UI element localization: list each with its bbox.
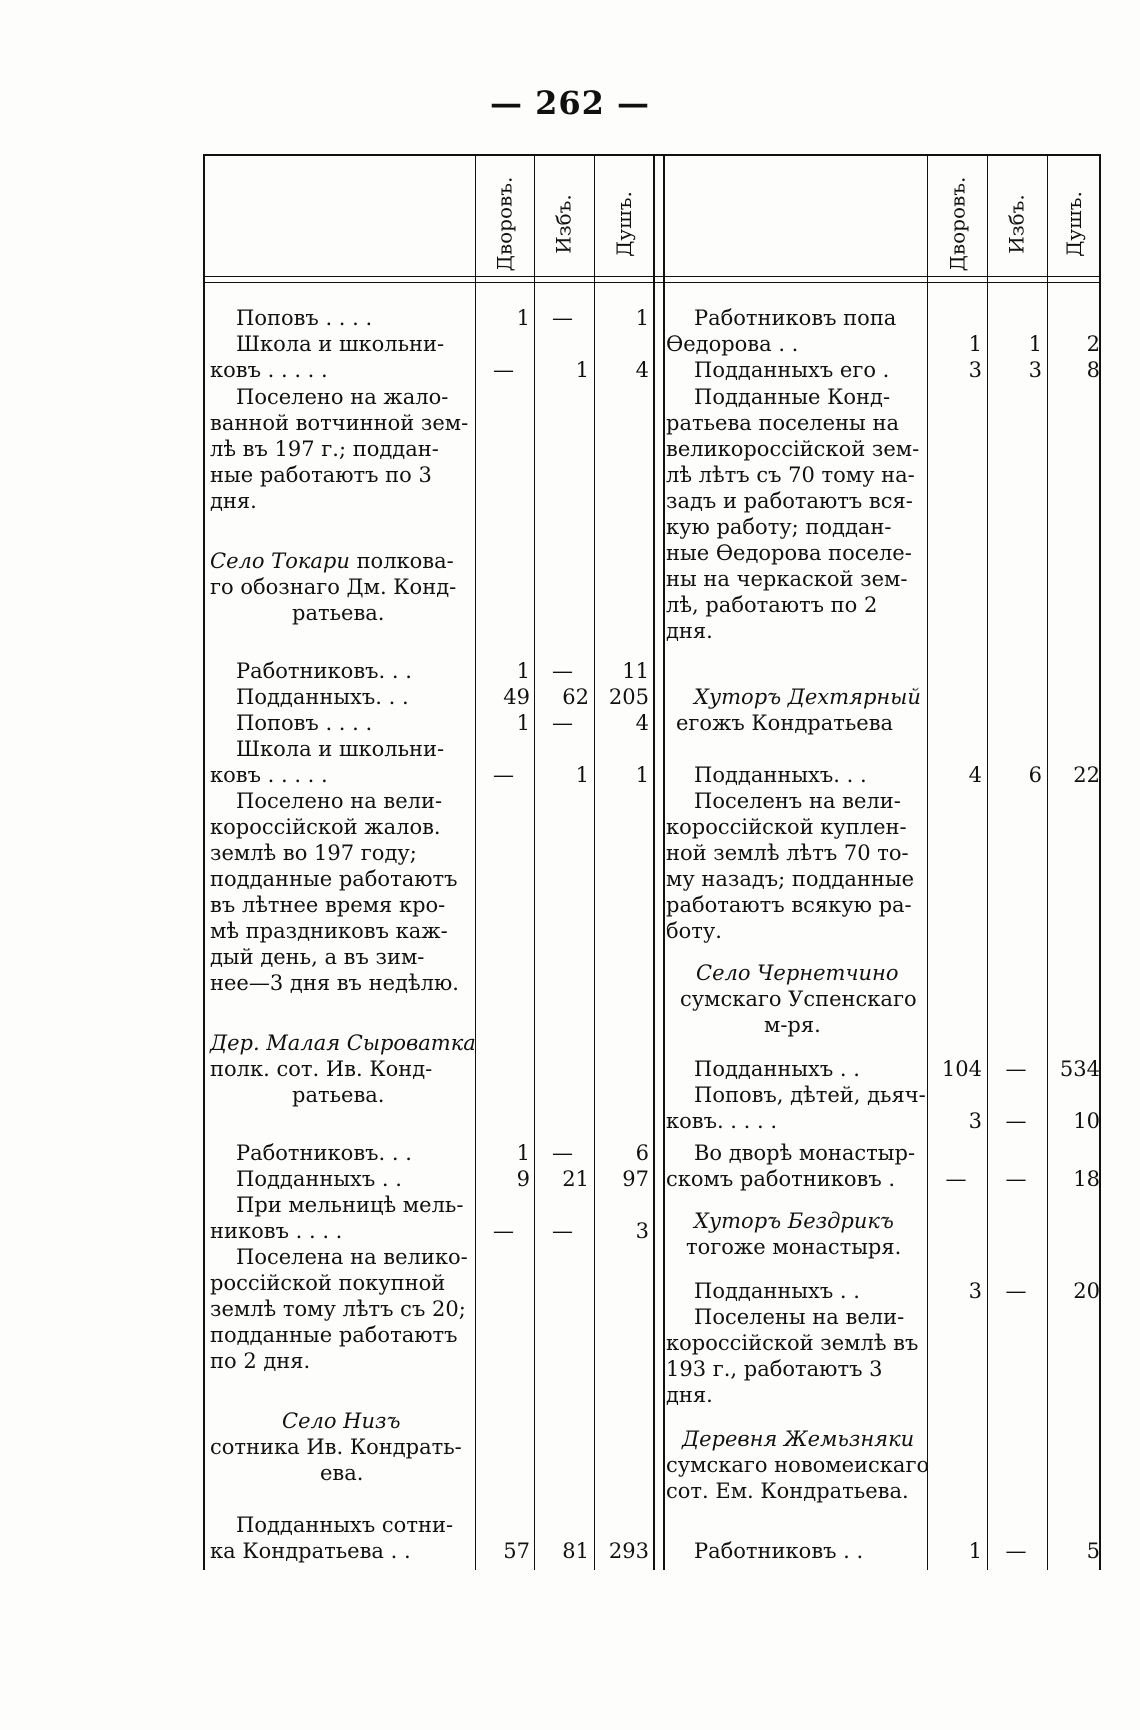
note-line: ной землѣ лѣтъ 70 то-	[666, 841, 909, 865]
cell-yards: 1	[516, 659, 530, 683]
note-line: ны на черкаской зем-	[666, 567, 908, 591]
settlement-heading: сумскаго Успенскаго	[680, 987, 917, 1011]
settlement-heading: Село Низъ	[282, 1409, 401, 1433]
note-line: задъ и работаютъ вся-	[666, 489, 913, 513]
cell-yards: 57	[503, 1539, 530, 1563]
settlement-heading: ратьева.	[292, 601, 385, 625]
cell-souls: 20	[1073, 1279, 1100, 1303]
cell-souls: 8	[1086, 358, 1100, 382]
cell-huts: 1	[575, 763, 589, 787]
cell-souls: 6	[635, 1141, 649, 1165]
note-line: кую работу; поддан-	[666, 515, 892, 539]
settlement-heading: сот. Ем. Кондратьева.	[666, 1479, 909, 1503]
settlement-heading: Хуторъ Бездрикъ	[694, 1209, 894, 1233]
note-line: дня.	[210, 489, 257, 513]
note-line: Подданные Конд-	[694, 385, 891, 409]
header-yards-right: Дворовъ.	[945, 176, 969, 272]
note-line: короссійской землѣ въ	[666, 1331, 919, 1355]
settlement-heading: Деревня Жемьзняки	[682, 1427, 915, 1451]
entry-label: ка Кондратьева . .	[210, 1539, 411, 1563]
note-line: дый день, а въ зим-	[210, 945, 425, 969]
note-line: дня.	[666, 619, 713, 643]
settlement-heading: тогожe монастыря.	[686, 1235, 902, 1259]
cell-yards: 4	[968, 763, 982, 787]
cell-huts: —	[552, 711, 573, 735]
settlement-heading: ратьева.	[292, 1083, 385, 1107]
header-huts-right: Избъ.	[1004, 194, 1029, 254]
note-line: короссійской куплен-	[666, 815, 907, 839]
note-line: короссійской жалов.	[210, 815, 441, 839]
settlement-heading: Дер. Малая Сыроватка	[210, 1031, 476, 1055]
cell-yards: 3	[968, 1109, 982, 1133]
cell-huts: —	[1005, 1167, 1027, 1191]
entry-label: Подданныхъ. . .	[236, 685, 409, 709]
cell-souls: 4	[635, 358, 649, 382]
cell-huts: —	[552, 1219, 573, 1243]
cell-huts: 6	[1028, 763, 1042, 787]
note-line: му назадъ; подданные	[666, 867, 915, 891]
entry-label: Работниковъ . .	[694, 1539, 864, 1563]
cell-souls: 2	[1086, 332, 1100, 356]
note-line: ные работаютъ по 3	[210, 463, 432, 487]
cell-huts: 3	[1028, 358, 1042, 382]
entry-label: ковъ . . . . .	[210, 763, 328, 787]
settlement-heading: егожъ Кондратьева	[676, 711, 894, 735]
settlement-heading: сумскаго новомеискаго	[666, 1453, 930, 1477]
cell-yards: 1	[968, 332, 982, 356]
entry-label: Подданныхъ . .	[236, 1167, 402, 1191]
cell-huts: —	[552, 1141, 573, 1165]
entry-label: ковъ . . . . .	[210, 358, 328, 382]
note-line: боту.	[666, 919, 722, 943]
entry-label: Работниковъ. . .	[236, 659, 412, 683]
page-number: — 262 —	[489, 84, 651, 122]
cell-souls: 1	[635, 306, 649, 330]
cell-yards: —	[493, 763, 514, 787]
cell-huts: 1	[575, 358, 589, 382]
note-line: Поселенъ на вели-	[694, 789, 901, 813]
note-line: работаютъ всякую ра-	[666, 893, 912, 917]
entry-label: Работниковъ попа	[694, 306, 897, 330]
cell-yards: 1	[516, 1141, 530, 1165]
cell-huts: 21	[562, 1167, 589, 1191]
cell-huts: —	[552, 659, 573, 683]
note-line: по 2 дня.	[210, 1349, 311, 1373]
cell-yards: 3	[968, 358, 982, 382]
entry-label: Подданныхъ . .	[694, 1279, 860, 1303]
cell-yards: —	[493, 1219, 514, 1243]
center-double-rule	[653, 156, 665, 1570]
note-line: лѣ, работаютъ по 2	[666, 593, 878, 617]
header-rule	[205, 276, 1099, 277]
entry-label: никовъ . . . .	[210, 1219, 343, 1243]
note-line: лѣ лѣтъ съ 70 тому на-	[666, 463, 915, 487]
note-line: подданные работаютъ	[210, 1323, 458, 1347]
entry-label: Поповъ . . . .	[236, 306, 373, 330]
cell-souls: 5	[1086, 1539, 1100, 1563]
settlement-heading: сотника Ив. Кондрать-	[210, 1435, 462, 1459]
entry-label: Ѳедорова . .	[666, 332, 799, 356]
entry-label: Поповъ . . . .	[236, 711, 373, 735]
cell-souls: 3	[635, 1219, 649, 1243]
cell-yards: 1	[968, 1539, 982, 1563]
header-yards-left: Дворовъ.	[492, 176, 517, 272]
note-line: Поселено на жало-	[236, 385, 449, 409]
entry-label: Школа и школьни-	[236, 737, 445, 761]
cell-souls: 18	[1073, 1167, 1100, 1191]
entry-label: Поповъ, дѣтей, дьяч-	[694, 1083, 926, 1107]
cell-huts: —	[1005, 1279, 1027, 1303]
cell-yards: 49	[503, 685, 530, 709]
entry-label: Подданныхъ его .	[694, 358, 890, 382]
entry-label: Во дворѣ монастыр-	[694, 1141, 916, 1165]
settlement-heading: полк. сот. Ив. Конд-	[210, 1057, 433, 1081]
cell-souls: 293	[608, 1539, 649, 1563]
entry-label: Подданныхъ сотни-	[236, 1513, 454, 1537]
note-line: лѣ въ 197 г.; поддан-	[210, 437, 439, 461]
cell-yards: —	[493, 358, 514, 382]
cell-huts: —	[1005, 1109, 1027, 1133]
note-line: 193 г., работаютъ 3	[666, 1357, 883, 1381]
note-line: ратьева поселены на	[666, 411, 899, 435]
header-souls-right: Душъ.	[1062, 191, 1087, 257]
cell-souls: 534	[1059, 1057, 1100, 1081]
cell-yards: 9	[516, 1167, 530, 1191]
settlement-heading: Село Токари полкова-	[210, 549, 454, 573]
note-line: Поселены на вели-	[694, 1305, 905, 1329]
cell-souls: 1	[635, 763, 649, 787]
entry-label: При мельницѣ мель-	[236, 1193, 464, 1217]
entry-label: Подданныхъ . .	[694, 1057, 860, 1081]
header-huts-left: Избъ.	[551, 194, 576, 254]
entry-label: Работниковъ. . .	[236, 1141, 412, 1165]
settlement-heading: го обознаго Дм. Конд-	[210, 575, 457, 599]
note-line: землѣ тому лѣтъ съ 20;	[210, 1297, 466, 1321]
entry-label: скомъ работниковъ .	[666, 1167, 896, 1191]
settlement-heading: ева.	[320, 1461, 364, 1485]
note-line: мѣ праздниковъ каж-	[210, 919, 448, 943]
cell-souls: 10	[1073, 1109, 1100, 1133]
cell-souls: 4	[635, 711, 649, 735]
note-line: подданные работаютъ	[210, 867, 458, 891]
cell-yards: —	[945, 1167, 967, 1191]
note-line: ванной вотчинной зем-	[210, 411, 469, 435]
note-line: землѣ во 197 году;	[210, 841, 417, 865]
cell-huts: 62	[562, 685, 589, 709]
note-line: великороссійской зем-	[666, 437, 920, 461]
cell-souls: 22	[1073, 763, 1100, 787]
note-line: въ лѣтнее время кро-	[210, 893, 446, 917]
cell-yards: 1	[516, 306, 530, 330]
cell-souls: 11	[622, 659, 649, 683]
cell-souls: 205	[608, 685, 649, 709]
cell-huts: —	[1005, 1539, 1027, 1563]
header-souls-left: Душъ.	[611, 191, 636, 257]
cell-huts: 81	[562, 1539, 589, 1563]
settlement-heading: Село Чернетчино	[696, 961, 899, 985]
note-line: россійской покупной	[210, 1271, 446, 1295]
note-line: ные Ѳедорова поселе-	[666, 541, 912, 565]
cell-yards: 1	[516, 711, 530, 735]
cell-yards: 104	[941, 1057, 982, 1081]
note-line: Поселено на вели-	[236, 789, 443, 813]
entry-label: Подданныхъ. . .	[694, 763, 867, 787]
cell-huts: —	[1005, 1057, 1027, 1081]
settlement-heading: м-ря.	[764, 1013, 821, 1037]
header-rule-double	[205, 282, 1099, 283]
note-line: нее—3 дня въ недѣлю.	[210, 971, 459, 995]
cell-huts: —	[552, 306, 573, 330]
entry-label: ковъ. . . . .	[666, 1109, 778, 1133]
note-line: Поселена на велико-	[236, 1245, 468, 1269]
note-line: дня.	[666, 1383, 713, 1407]
cell-huts: 1	[1028, 332, 1042, 356]
settlement-heading: Хуторъ Дехтярный	[694, 685, 921, 709]
entry-label: Школа и школьни-	[236, 332, 445, 356]
cell-yards: 3	[968, 1279, 982, 1303]
cell-souls: 97	[622, 1167, 649, 1191]
